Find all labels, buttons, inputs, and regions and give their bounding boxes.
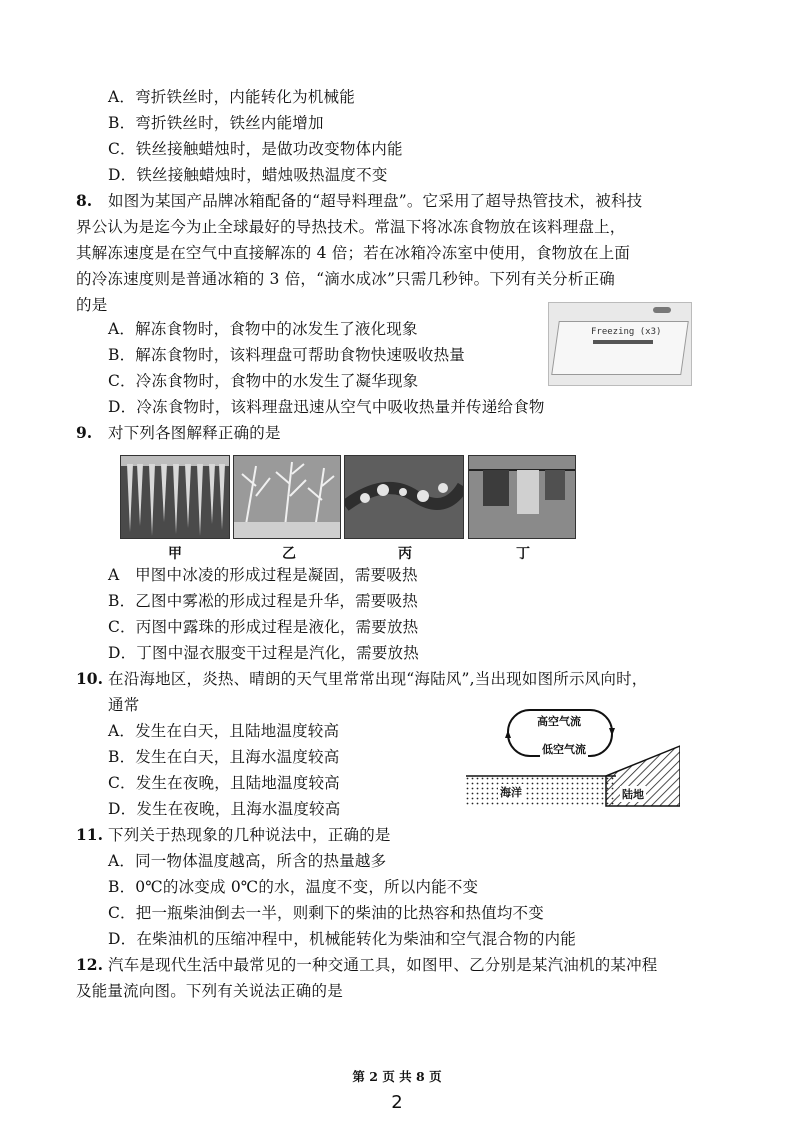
q11-stem: 下列关于热现象的几种说法中，正确的是 [108,826,391,844]
q10-number: 10. [76,669,103,688]
caption-jia: 甲 [168,546,182,562]
wet-clothes-photo [468,455,576,539]
dew-photo [344,455,464,539]
q10-option-d: D．发生在夜晚，且海水温度较高 [108,800,341,818]
q8-number: 8. [76,191,93,210]
q8-option-d: D．冷冻食物时，该料理盘迅速从空气中吸收热量并传递给食物 [108,398,545,416]
superconducting-tray-photo [548,302,692,386]
q11-option-a: A．同一物体温度越高，所含的热量越多 [108,852,387,870]
page-footer: 第 2 页 共 8 页 [352,1069,442,1084]
q8-stem-line: 的冷冻速度则是普通冰箱的 3 倍，“滴水成冰”只需几秒钟。下列有关分析正确 [76,270,615,288]
q7-option-a: A．弯折铁丝时，内能转化为机械能 [108,88,355,106]
high-air-flow-label: 高空气流 [537,715,581,728]
q8-stem-line: 如图为某国产品牌冰箱配备的“超导料理盘”。它采用了超导热管技术，被科技 [108,192,643,210]
caption-yi: 乙 [282,546,296,562]
caption-ding: 丁 [516,546,530,562]
sea-label: 海洋 [500,786,522,799]
q12-stem-line: 汽车是现代生活中最常见的一种交通工具，如图甲、乙分别是某汽油机的某冲程 [108,956,658,974]
q7-option-d: D．铁丝接触蜡烛时，蜡烛吸热温度不变 [108,166,388,184]
q10-stem-line: 在沿海地区，炎热、晴朗的天气里常常出现“海陆风”,当出现如图所示风向时， [108,670,648,688]
q10-option-a: A．发生在白天，且陆地温度较高 [108,722,340,740]
q11-option-d: D．在柴油机的压缩冲程中，机械能转化为柴油和空气混合物的内能 [108,930,576,948]
q8-option-b: B．解冻食物时，该料理盘可帮助食物快速吸收热量 [108,346,465,364]
q8-stem-line: 的是 [76,296,108,314]
q9-number: 9. [76,423,93,442]
q8-option-c: C．冷冻食物时，食物中的水发生了凝华现象 [108,372,419,390]
q7-option-b: B．弯折铁丝时，铁丝内能增加 [108,114,324,132]
q9-option-a: A 甲图中冰凌的形成过程是凝固，需要吸热 [108,566,418,584]
page-number: 2 [391,1092,403,1113]
q9-stem: 对下列各图解释正确的是 [108,424,281,442]
q9-option-d: D．丁图中湿衣服变干过程是汽化，需要放热 [108,644,419,662]
q10-stem-line: 通常 [108,696,140,714]
q10-option-c: C．发生在夜晚，且陆地温度较高 [108,774,340,792]
q10-option-b: B．发生在白天，且海水温度较高 [108,748,340,766]
icicle-photo [120,455,230,539]
q9-option-b: B．乙图中雾凇的形成过程是升华，需要吸热 [108,592,418,610]
rime-photo [233,455,341,539]
q7-option-c: C．铁丝接触蜡烛时，是做功改变物体内能 [108,140,403,158]
q9-option-c: C．丙图中露珠的形成过程是液化，需要放热 [108,618,419,636]
q12-stem-line: 及能量流向图。下列有关说法正确的是 [76,982,343,1000]
q11-option-c: C．把一瓶柴油倒去一半，则剩下的柴油的比热容和热值均不变 [108,904,544,922]
caption-bing: 丙 [398,546,412,562]
q12-number: 12. [76,955,103,974]
land-label: 陆地 [622,788,644,801]
q8-stem-line: 其解冻速度是在空气中直接解冻的 4 倍；若在冰箱冷冻室中使用，食物放在上面 [76,244,631,262]
q8-option-a: A．解冻食物时，食物中的冰发生了液化现象 [108,320,418,338]
tray-label: Freezing (x3) [591,327,662,337]
low-air-flow-label: 低空气流 [542,743,586,756]
q8-stem-line: 界公认为是迄今为止全球最好的导热技术。常温下将冰冻食物放在该料理盘上， [76,218,626,236]
q11-option-b: B．0℃的冰变成 0℃的水，温度不变，所以内能不变 [108,878,479,896]
q11-number: 11. [76,825,103,844]
